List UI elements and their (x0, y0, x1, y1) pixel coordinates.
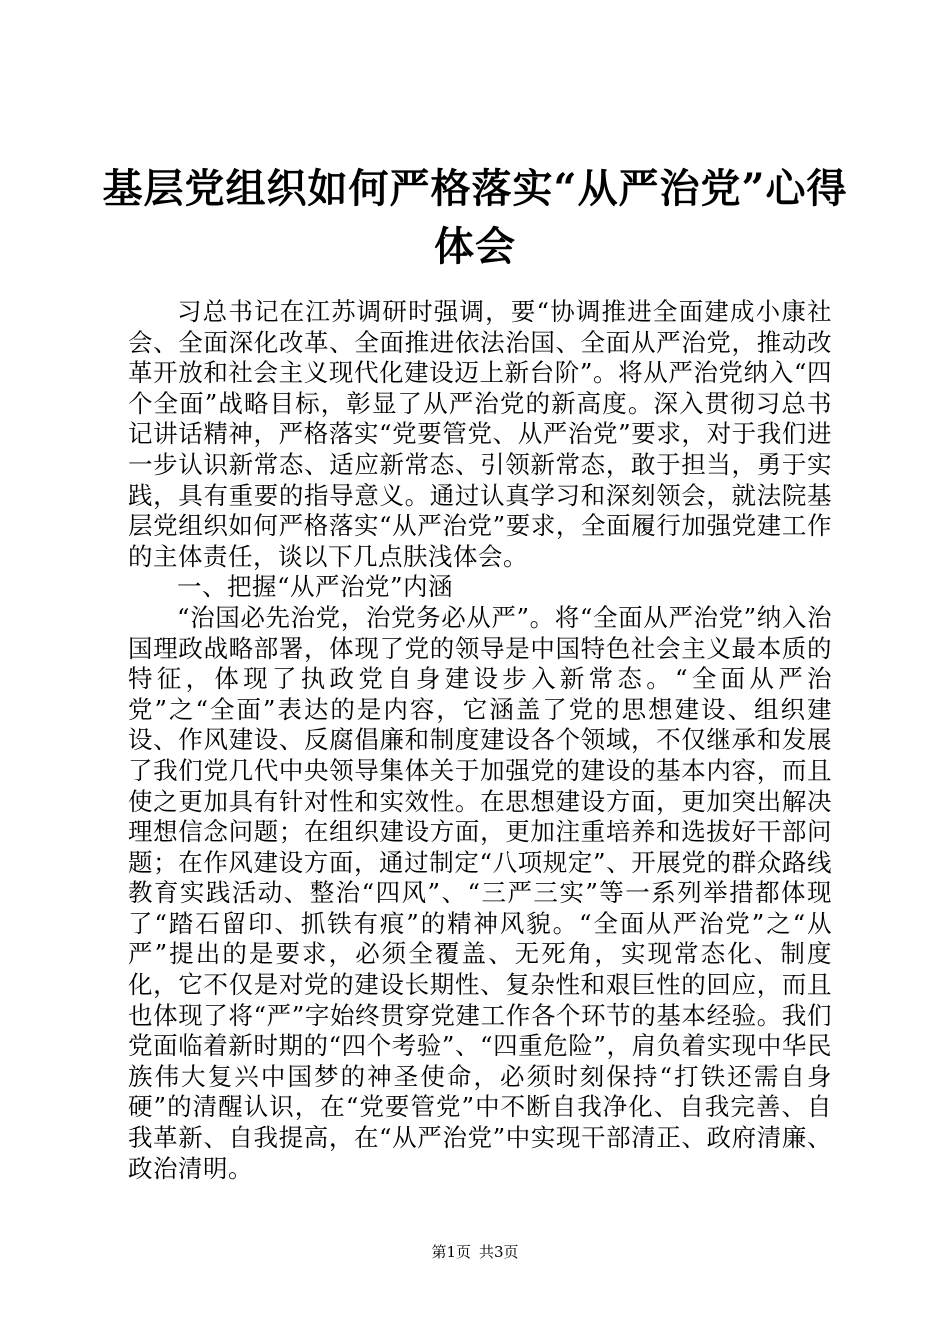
page-number: 第1页 (431, 1243, 471, 1261)
page-footer (0, 1242, 950, 1262)
document-title: 基层党组织如何严格落实“从严治党”心得体会 (102, 165, 848, 270)
document-body (128, 297, 832, 1184)
intro-paragraph: 习总书记在江苏调研时强调，要“协调推进全面建成小康社会、全面深化改革、全面推进依法治国、全面从严治党，推动改革开放和社会主义现代化建设迈上新台阶”。将从严治党纳入“四个全面”战略目标，彰显了从严治党的新高度。深入贯彻习总书记讲话精神，严格落实“党要管党、从严治党”要求，对于我们进一步认识新常态、适应新常态、引领新常态，敢于担当，勇于实践，具有重要的指导意义。通过认真学习和深刻领会，就法院基层党组织如何严格落实“从严治党”要求，全面履行加强党建工作的主体责任，谈以下几点肤浅体会。 (128, 297, 832, 571)
page-total: 共3页 (479, 1243, 519, 1261)
section-paragraph: “治国必先治党，治党务必从严”。将“全面从严治党”纳入治国理政战略部署，体现了党的领导是中国特色社会主义最本质的特征，体现了执政党自身建设步入新常态。“全面从严治党”之“全面”表达的是内容，它涵盖了党的思想建设、组织建设、作风建设、反腐倡廉和制度建设各个领域，不仅继承和发展了我们党几代中央领导集体关于加强党的建设的基本内容，而且使之更加具有针对性和实效性。在思想建设方面，更加突出解决理想信念问题；在组织建设方面，更加注重培养和选拔好干部问题；在作风建设方面，通过制定“八项规定”、开展党的群众路线教育实践活动、整治“四风”、“三严三实”等一系列举措都体现了“踏石留印、抓铁有痕”的精神风貌。“全面从严治党”之“从严”提出的是要求，必须全覆盖、无死角，实现常态化、制度化，它不仅是对党的建设长期性、复杂性和艰巨性的回应，而且也体现了将“严”字始终贯穿党建工作各个环节的基本经验。我们党面临着新时期的“四个考验”、“四重危险”，肩负着实现中华民族伟大复兴中国梦的神圣使命，必须时刻保持“打铁还需自身硬”的清醒认识，在“党要管党”中不断自我净化、自我完善、自我革新、自我提高，在“从严治党”中实现干部清正、政府清廉、政治清明。 (128, 602, 832, 1183)
section-heading: 一、把握“从严治党”内涵 (177, 572, 454, 602)
